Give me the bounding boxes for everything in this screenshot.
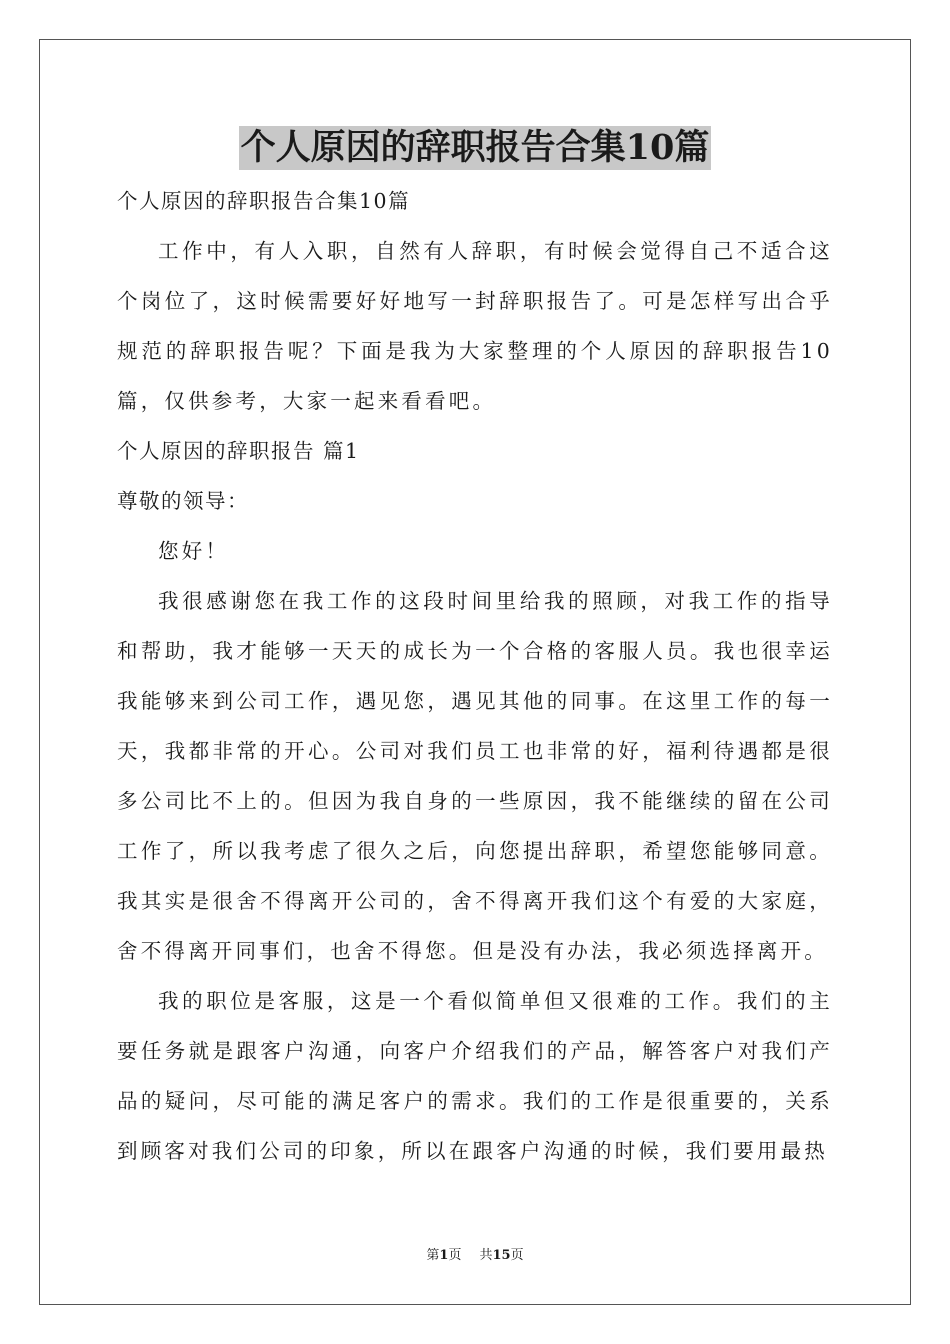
footer-page-prefix: 第: [426, 1248, 440, 1263]
footer-total-pages: 15: [492, 1248, 511, 1263]
greeting: 您好！: [158, 539, 230, 563]
footer-page-suffix: 页: [448, 1248, 462, 1263]
footer-page-number: 1: [439, 1248, 449, 1263]
section-heading: 个人原因的辞职报告 篇1: [117, 439, 360, 463]
footer-total-prefix: 共: [479, 1248, 493, 1263]
body-paragraph-1: 我很感谢您在我工作的这段时间里给我的照顾，对我工作的指导和帮助，我才能够一天天的成长为一个合格的客服人员。我也很幸运我能够来到公司工作，遇见您，遇见其他的同事。在这里工作的每一天，我都非常的开心。公司对我们员工也非常的好，福利待遇都是很多公司比不上的。但因为我自身的一些原因，我不能继续的留在公司工作了，所以我考虑了很久之后，向您提出辞职，希望您能够同意。我其实是很舍不得离开公司的，舍不得离开我们这个有爱的大家庭，舍不得离开同事们，也舍不得您。但是没有办法，我必须选择离开。: [117, 589, 833, 963]
document-title: 个人原因的辞职报告合集10篇: [240, 127, 710, 168]
title-container: [0, 126, 950, 170]
document-subtitle: 个人原因的辞职报告合集10篇: [117, 189, 411, 213]
document-body: [117, 176, 833, 1176]
intro-paragraph: 工作中，有人入职，自然有人辞职，有时候会觉得自己不适合这个岗位了，这时候需要好好地写一封辞职报告了。可是怎样写出合乎规范的辞职报告呢？下面是我为大家整理的个人原因的辞职报告10篇，仅供参考，大家一起来看看吧。: [117, 239, 833, 413]
page-footer: [0, 1247, 950, 1265]
salutation: 尊敬的领导：: [117, 489, 249, 513]
body-paragraph-2: 我的职位是客服，这是一个看似简单但又很难的工作。我们的主要任务就是跟客户沟通，向客户介绍我们的产品，解答客户对我们产品的疑问，尽可能的满足客户的需求。我们的工作是很重要的，关系到顾客对我们公司的印象，所以在跟客户沟通的时候，我们要用最热: [117, 989, 833, 1163]
footer-total-suffix: 页: [510, 1248, 524, 1263]
